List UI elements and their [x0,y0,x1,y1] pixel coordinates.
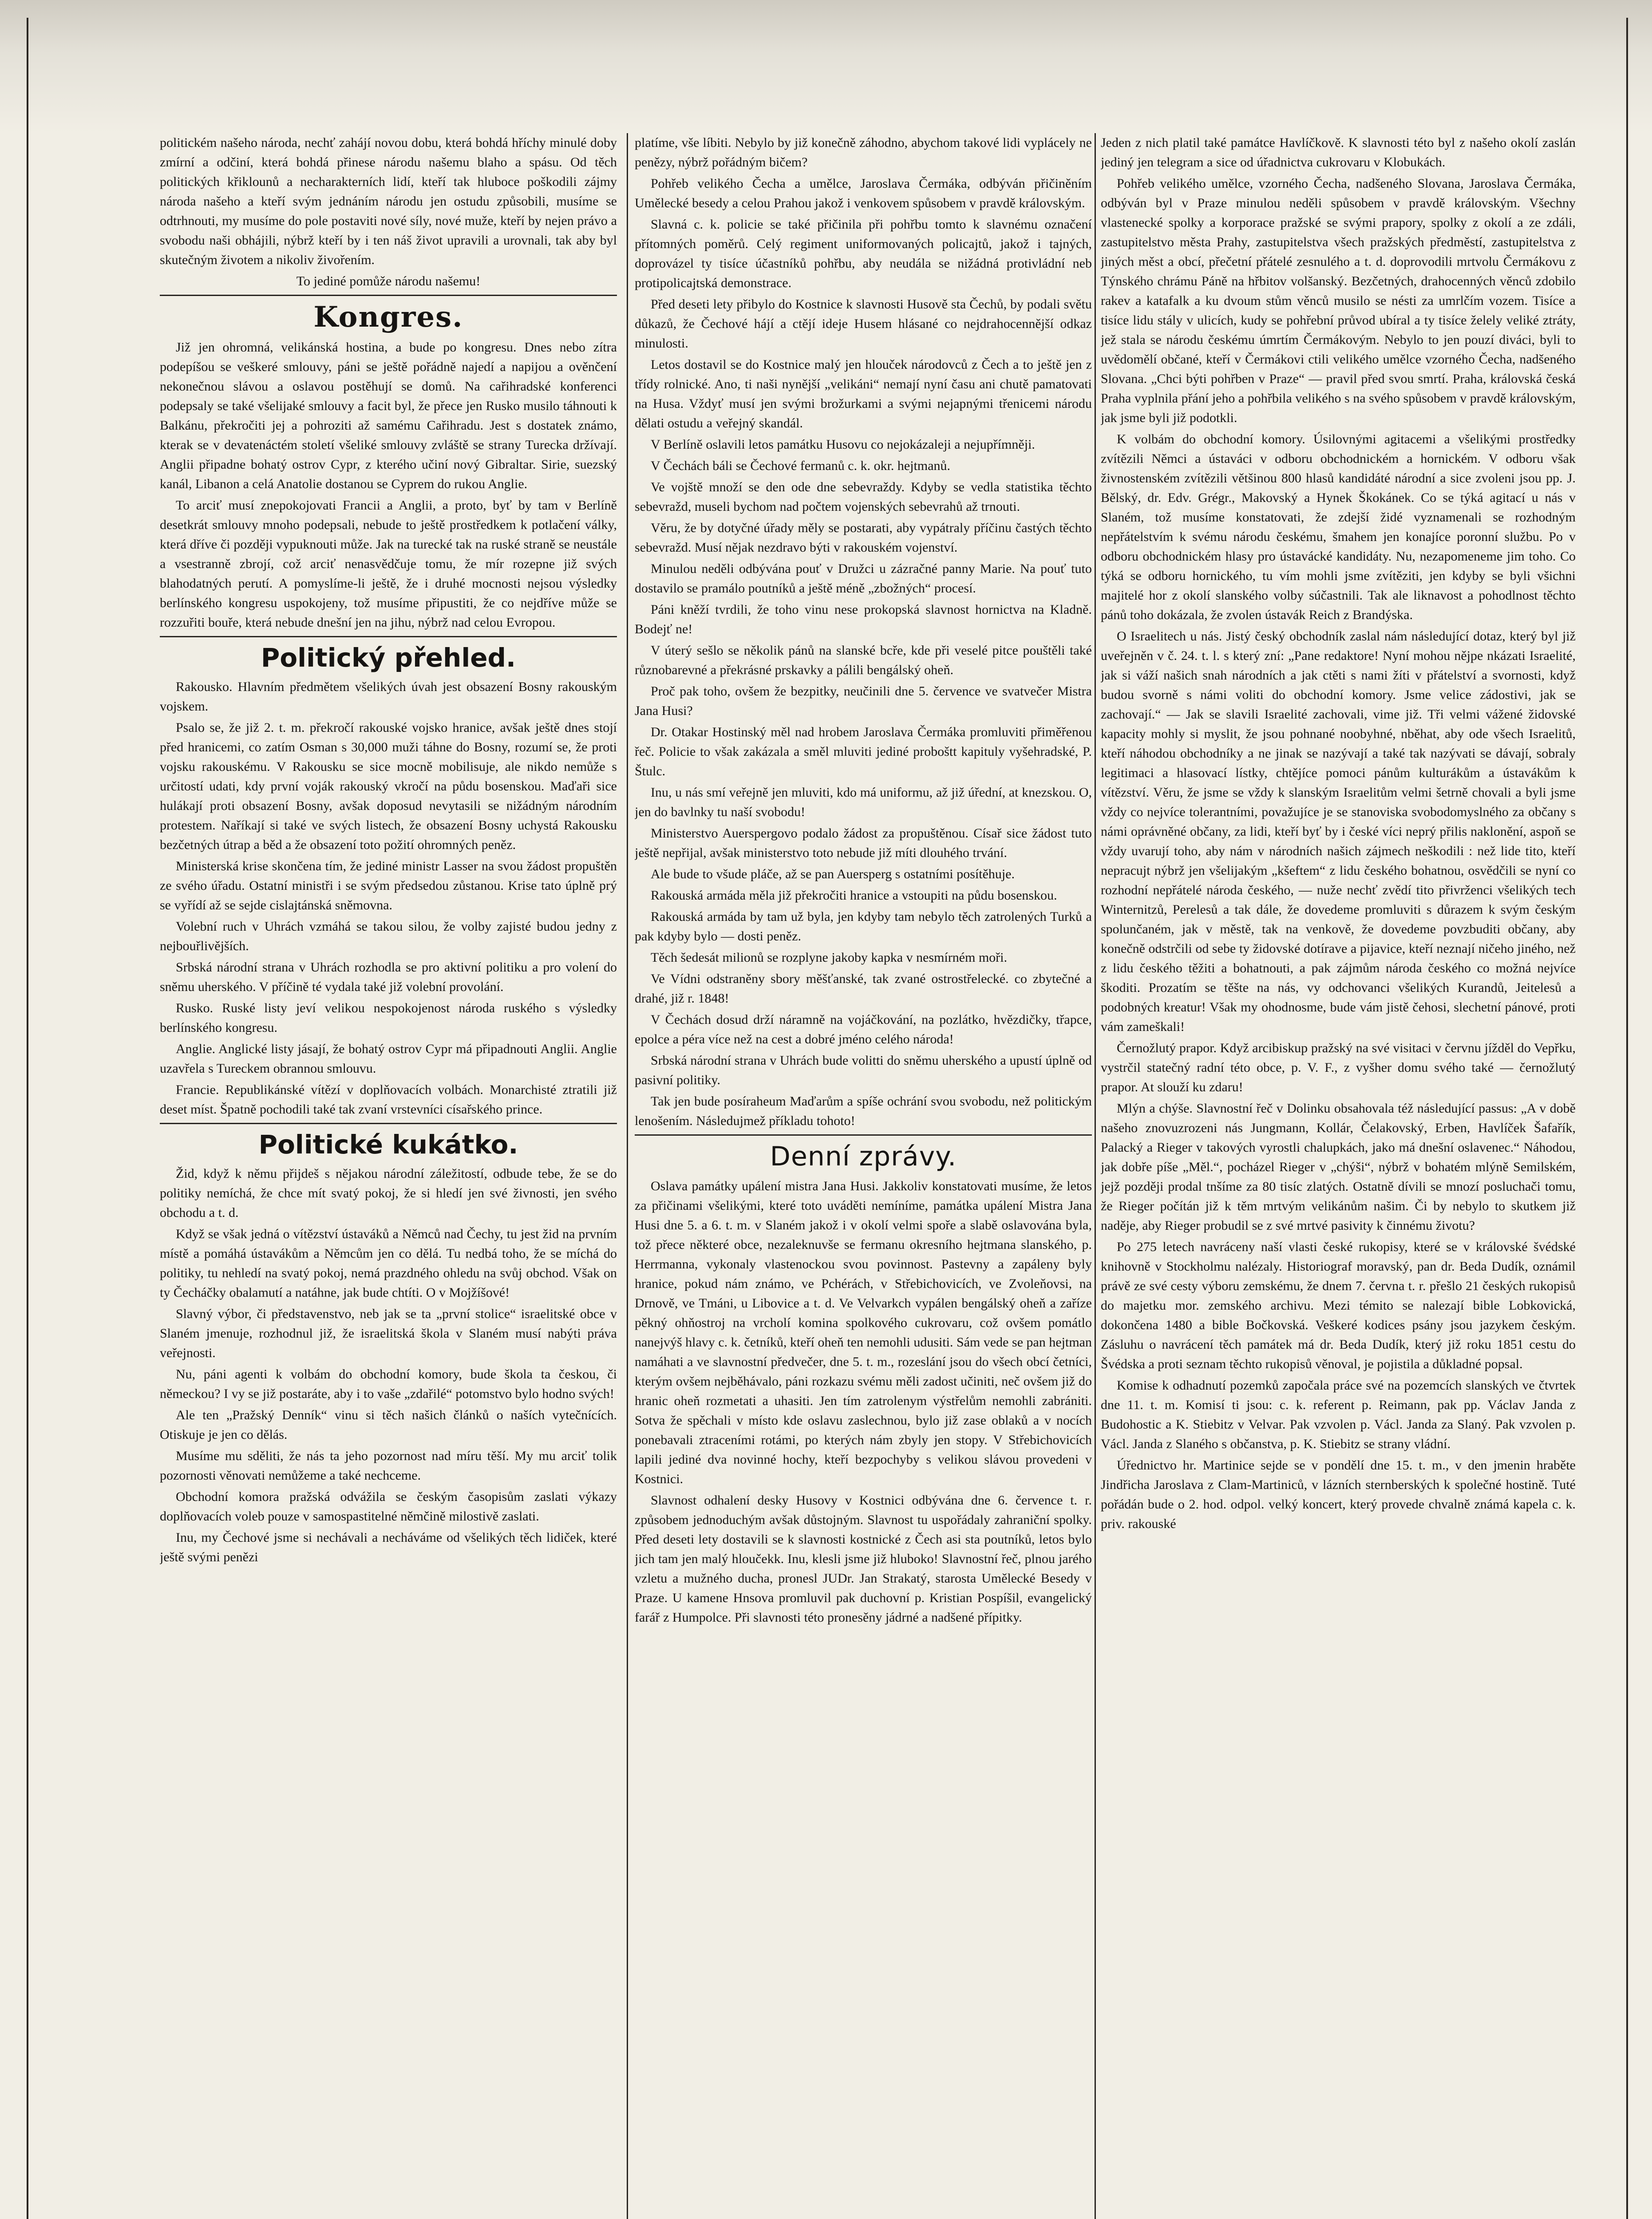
article-paragraph: V úterý sešlo se několik pánů na slanské bcře, kde při veselé pitce pouštěli také různobarevné a překrásné prskavky a pálili bengálský oheň. [635,643,1092,677]
article-paragraph: K volbám do obchodní komory. Úsilovnými agitacemi a všelikými prostředky zvítězili Němci a ústaváci v odboru obchodnickém a hornickém. V odboru však živnostenském zvítězili většinou 800 hlasů kandidáté národní a sice zvoleni jsou pp. J. Bělský, dr. Edv. Grégr., Makovský a Hynek Škokánek. Co se týká agitací u nás v Slaném, tož musíme konstatovati, že zdejší židé vyznamenali se rozhodným nepřátelstvím k svému národu českému, šmahem jen konajíce poronní službu. Po v odboru obchodnickém hlasy pro ústavácké kandidáty. Nu, nezapomeneme jim toho. Co týká se odboru hornického, tu vím mohli jsme zvítěziti, jen kdyby se byli všichni majitelé hor z okolí slanského volby súčastnili. Tak ale liknavost a pohodlnost těchto pánů toho dokázala, že zvolen ústavák Reich z Brandýska. [1101,432,1576,622]
article-paragraph: Mlýn a chýše. Slavnostní řeč v Dolinku obsahovala též následující passus: „A v době našeho znovuzrozeni nás Jungmann, Kollár, Čelakovský, Erben, Havlíček Šafařík, Palacký a Rieger v takových vyrostli chalupkách, jako má dnešní oslavenec.“ Náhodou, jak dobře píše „Měl.“, pocházel Rieger v „chýši“, nýbrž v bohatém mlýně Semilském, jejž později prodal tnšíme za 80 tisíc zlatých. Ostatně dívili se mnozí posluchači tomu, že Rieger počítán již k těm mrtvým velikánům našim. Či by nebylo to skutkem již naděje, aby Rieger probudil se z své mrtvé pasivity k činnému životu? [1101,1101,1576,1233]
article-paragraph: V Čechách báli se Čechové fermanů c. k. okr. hejtmanů. [651,458,951,473]
article-paragraph: Minulou neděli odbývána pouť v Družci u zázračné panny Marie. Na pouť tuto dostavilo se pramálo poutníků a ještě méně „zbožných“ procesí. [635,561,1092,596]
article-paragraph: Ale bude to všude pláče, až se pan Auersperg s ostatními posítěhuje. [651,867,1015,881]
article-paragraph: Rakouská armáda by tam už byla, jen kdyby tam nebylo těch zatrolených Turků a pak kdyby bylo — dosti peněz. [635,909,1092,944]
article-paragraph: Nu, páni agenti k volbám do obchodní komory, bude škola ta českou, či německou? I vy se již postaráte, aby i to vaše „zdařilé“ potomstvo bylo hodno svých! [160,1367,617,1401]
article-paragraph: Ministerstvo Auerspergovo podalo žádost za propuštěnou. Císař sice žádost tuto ještě nepřijal, avšak ministerstvo toto nebude již míti dlouhého trvání. [635,826,1092,860]
article-paragraph: Žid, když k němu přijdeš s nějakou národní záležitostí, odbude tebe, že se do politiky nemíchá, že chce mít svatý pokoj, že si hledí jen své živnosti, jen svého obchodu a t. d. [160,1166,617,1220]
divider [160,636,617,637]
column-rule [1095,133,1096,2219]
article-paragraph: Anglie. Anglické listy jásají, že bohatý ostrov Cypr má připadnouti Anglii. Anglie uzavřela s Tureckem obrannou smlouvu. [160,1042,617,1076]
article-paragraph: Volební ruch v Uhrách vzmáhá se takou silou, že volby zajisté budou jedny z nejbouřlivějších. [160,919,617,953]
column-middle [635,133,1092,2219]
article-paragraph: To arciť musí znepokojovati Francii a Anglii, a proto, byť by tam v Berlíně desetkrát smlouvy mnoho podepsali, nebude to ještě prostředkem k potlačení války, která dříve či později vypuknouti může. Jak na turecké tak na ruské straně se neustále a vsestranně zbrojí, což arciť nenasvědčuje tomu, že mír rozepne již svých blahodatných perutí. A pomyslíme-li ještě, že i druhé mocnosti nejsou výsledky berlínského kongresu uspokojeny, tož musíme připustiti, že co nejdříve může se rozzuřiti bouře, která nebude dnešní jen na jihu, nýbrž nad celou Evropou. [160,498,617,630]
article-paragraph: Slavný výbor, či představenstvo, neb jak se ta „první stolice“ israelitské obce v Slaném jmenuje, rozhodnul již, že israelitská škola v Slaném musí nabýti práva veřejnosti. [160,1307,617,1360]
article-paragraph: Černožlutý prapor. Když arcibiskup pražský na své visitaci v červnu jížděl do Vepřku, vystrčil statečný radní této obce, p. V. F., z vyšher domu svého také — černožlutý prapor. At slouží ku zdaru! [1101,1041,1576,1094]
article-paragraph: Slavná c. k. policie se také přičinila při pohřbu tomto k slavnému označení přítomných poměrů. Celý regiment uniformovaných policajtů, jakož i tajných, doprovázel ty tisíce účastníků pohřbu, aby neudála se nižádná protivládní neb protipolicajtská demonstrace. [635,217,1092,290]
article-paragraph: Rakouská armáda měla již překročiti hranice a vstoupiti na půdu bosenskou. [651,888,1057,903]
section-heading-kukatko: Politické kukátko. [258,1129,518,1160]
article-paragraph: Jeden z nich platil také památce Havlíčkově. K slavnosti této byl z našeho okolí zaslán jediný jen telegram a sice od úřadnictva cukrovaru v Klobukách. [1101,135,1576,170]
column-rule [627,133,628,2219]
article-paragraph: V Berlíně oslavili letos památku Husovu co nejokázaleji a nejupřímněji. [651,437,1035,452]
article-paragraph: Obchodní komora pražská odvážila se českým časopisům zaslati výkazy doplňovacích voleb pouze v samospastitelné němčině milostivě zaslati. [160,1489,617,1524]
article-paragraph: politickém našeho národa, nechť zahájí novou dobu, která bohdá hříchy minulé doby zmírní a odčiní, která bohdá přinese národu našemu blaho a spásu. Od těch politických křiklounů a necharakterních lidí, kteří tak hluboce poškodili zájmy národa našeho a kteří svým jednáním národu jen ostudu způsobili, musíme se odtrhnouti, my musíme do pole postaviti nové síly, nové muže, kteří by nejen právo a svobodu naši obhájili, nýbrž kteří by i ten náš život upravili a urovnali, tak aby byl skutečným životem a nikoliv živořením. [160,135,617,267]
divider [160,1123,617,1124]
article-paragraph: Již jen ohromná, velikánská hostina, a bude po kongresu. Dnes nebo zítra podepíšou se veškeré smlouvy, páni se ještě pořádně najedí a napijou a ověnčení nekonečnou slávou a oslavou postěhují se domů. Na cařihradské konferenci podepsaly se také všeliјaké smlouvy a facit byl, že přece jen Rusko musilo táhnouti k Balkánu, překročiti jej a pohroziti až samému Cařihradu. Jest s dostatek známo, kterak se v devatenáctém století všeliké smlouvy zvláště se strany Turecka držívají. Anglii připadne bohatý ostrov Cypr, z kterého učiní nový Gibraltar. Sirie, suezský kanál, Libanon a celá Anatolie dostanou se Cyprem do rukou Anglie. [160,340,617,491]
article-paragraph: Oslava památky upálení mistra Jana Husi. Jakkoliv konstatovati musíme, že letos za přičinami všelikými, které toto uváděti nemíníme, památka upálení Mistra Jana Husi dne 5. a 6. t. m. v Slaném jakož i v okolí velmi spoře a slabě oslavována byla, tož přece některé obce, nezaleknuvše se fermanu okresního hejtmana slanského, p. Herrmanna, vykonaly vlastenockou svou povinnost. Pastevny a zapáleny byly hranice, pokud nám známo, ve Pchérách, v Střebichovicích, ve Zvoleňovsi, na Drnově, ve Tmáni, u Libovice a t. d. Ve Velvarkch vypálen bengálský oheň a zaříze pěkný ohňostroj na vrcholí komina spolkového cukrovaru, což ovšem pomátlo nanejvýš hlavy c. k. četníků, kteří oheň ten nemohli udusiti. Sám vede se pan hejtman namáhati a ve slavnostní předvečer, dne 5. t. m., rozeslání jsou do všech obcí četníci, kterým ovšem nejběhávalo, páni rozkazu svému měli zadost učiniti, neč ovšem již do hranic oheň rozmetati a uhasiti. Jen tím zatrolenym výstřelům nemohli zabrániti. Sotva že spěchali v místo kde oslavu zaslechnou, bylo již zase oblaků a v nocích ponebavali ztraceními rotámi, po kterých nám zbyly jen stopy. V Střebichovicích lapili jediné dva novinné hochy, kteří bezpochyby s velikou slávou provedeni v Kostnici. [635,1179,1092,1486]
article-paragraph: Úřednictvo hr. Martinice sejde se v pondělí dne 15. t. m., v den jmenin hraběte Jindřicha Jaroslava z Clam-Martiniců, v lázních sternberských k společné hostině. Tuté pořádán bude o 2. hod. odpol. velký koncert, který provede chvalně známá kapela c. k. priv. rakouské [1101,1458,1576,1531]
section-heading-kongres: Kongres. [313,300,463,334]
article-paragraph: Když se však jedná o vítězství ústaváků a Němců nad Čechy, tu jest žid na prvním místě a pomáhá ústavákům a Němcům jen co dělá. Tu nedbá toho, že se míchá do politiky, tu nehledí na svatý pokoj, nemá prazdného ohledu na svůj obchod. Však on ty Čecháčky obalamutí a natáhne, jak bude chtíti. O v Mojžíšové! [160,1227,617,1300]
article-paragraph: platíme, vše líbiti. Nebylo by již konečně záhodno, abychom takové lidi vyplácely ne penězy, nýbrž pořádným bičem? [635,135,1092,170]
divider [635,1134,1092,1136]
article-paragraph: Proč pak toho, ovšem že bezpitky, neučinili dne 5. července ve svatvečer Mistra Jana Husi? [635,684,1092,718]
column-right [1101,133,1576,2219]
article-paragraph: Těch šedesát milionů se rozplyne jakoby kapka v nesmírném moři. [651,950,1008,965]
article-paragraph: Psalo se, že již 2. t. m. překročí rakouské vojsko hranice, avšak ještě dnes stojí před hranicemi, co zatím Osman s 30,000 muži táhne do Bosny, rozumí se, že proti vojsku rakouskému. V Rakousku se sice mocně mobilisuje, ale nikdo nemůže s určitostí udati, kdy první voják rakouský vkročí na půdu bosenskou. Maďaři sice hulákají proti obsazení Bosny, avšak doposud nevytasili se nižádným národním protestem. Naříkají si také ve svých listech, že obsazení Bosny uchystá Rakousku bezčetných útrap a běd a že obsazení toto požití ohromných peněz. [160,720,617,852]
article-paragraph: O Israelitech u nás. Jistý český obchodník zaslal nám následující dotaz, který byl již uveřejněn v č. 24. t. l. s který zní: „Pane redaktore! Nyní mohou nějpe nkázati Israelité, jak si váží našich snah národních a jak ctěti s nami žíti v přátelství a svornosti, když budou svorně s námi voliti do obchodní komory. Jsme velice zádostivi, jak se zachovají.“ — Jak se slavili Israelité zachovali, vime již. Tři velmi vážené židovské kapacity mohly si myslit, že jsou pohnané noobyhné, nběhat, aby ode všech Israelitů, kteří náhodou obchodníky a ne jinak se nazývají a také tak nazývati se dávají, sobraly legitimaci a hlasovací lístky, chtějíce pomoci pánům kulturákům a ústavákům k vítězství. Věru, že jsme se vždy k slanským Israelitům velmi šetrně chovali a byli jsme vždy co nejvíce tolerantními, považujíce je se stanoviska svobodomyslného za občany s námi oprávněné občany, za lidi, kteří byť by i české víci neprý přilis naklonění, aspoň se vždy uvarují toho, aby nám v národních našich zájmech neškodili : než lide tito, kteří nepracujt nýbrž jen všelijakým „kšeftem“ z lidu českého bohatnou, osvědčili se nyní co rozhodní nepřátelé národa českého, — nuže nechť zvědí tito přivrženci všelikých tech Winternitzů, Perelesů a tak dále, že dovedeme promluviti s důrazem k svým českým spolunčaném, jak v městě, tak na venkově, že dovedeme povzbuditi občany, aby konečně odstrčili od sebe ty židovské dotírave a pijavice, kteří neznají ničeho jiného, než z lidu českého těžiti a bohatnouti, a pak zájmům národa českého co možná nejvíce škoditi. Prozatím se těšte na nás, vy odchovanci všelikých Kurandů, Jeitelesů a podobných kreatur! Však my ohodnosme, bude vám jistě čehosi, slechetní pánové, proti vám zameškali! [1101,629,1576,1034]
closing-line: To jediné pomůže národu našemu! [296,274,481,288]
section-heading-denni-zpravy: Denní zprávy. [770,1141,957,1172]
divider [160,295,617,296]
article-paragraph: Pohřeb velikého Čecha a umělce, Jaroslava Čermáka, odbýván přičiněním Umělecké besedy a celou Prahou jakož i venkovem spůsobem v pravdě královským. [635,176,1092,210]
article-paragraph: Inu, my Čechové jsme si nechávali a necháváme od všelikých těch lidiček, které ještě svými penězi [160,1530,617,1564]
article-paragraph: Francie. Republikánské vítězí v doplňovacích volbách. Monarchisté ztratili již deset míst. Špatně pochodili také tak zvaní vrstevníci císařského prince. [160,1082,617,1117]
article-paragraph: Musíme mu sděliti, že nás ta jeho pozornost nad míru těší. My mu arciť tolik pozornosti věnovati nemůžeme a také nechceme. [160,1449,617,1483]
article-paragraph: Komise k odhadnutí pozemků započala práce své na pozemcích slanských ve čtvrtek dne 11. t. m. Komisí ti jsou: c. k. referent p. Reimann, pak pp. Václav Janda z Budohostic a K. Stiebitz v Velvar. Pak vzvolen p. Václ. Janda za Slaný. Pak vzvolen p. Václ. Janda z Slaného s občanstva, p. K. Stiebitz se strany vládní. [1101,1378,1576,1451]
article-paragraph: Věru, že by dotyčné úřady měly se postarati, aby vypátraly příčinu častých těchto sebevražd. Musí nějak nezdravo býti v rakouském vojenství. [635,521,1092,555]
article-paragraph: V Čechách dosud drží náramně na vojáčkování, na pozlátko, hvězdičky, třapce, epolce a péra více než na cest a dobré jméno celého národa! [635,1012,1092,1046]
section-heading-prehled: Politický přehled. [261,643,516,673]
article-paragraph: Inu, u nás smí veřejně jen mluviti, kdo má uniformu, až již úřední, at knezskou. O, jen do bavlnky tu naší svobodu! [635,785,1092,819]
article-paragraph: Ve Vídni odstraněny sbory měšťanské, tak zvané ostrostřelecké. co zbytečné a drahé, již r. 1848! [635,971,1092,1006]
article-paragraph: Po 275 letech navráceny naší vlasti české rukopisy, které se v královské švédské knihovně v Stockholmu nalézaly. Historiograf moravský, pan dr. Beda Dudík, oznámil právě ze své cesty výboru zemskému, že dnem 7. června t. r. přešlo 21 českých rukopisů do majetku mor. zemského archivu. Mezi témito se nalezají bible Lobkovická, dokončena 1480 a bible Bočkovská. Veškeré kodices psány jsou jazykem českým. Zásluhu o navrácení těch památek má dr. Beda Dudík, který již roku 1851 cestu do Švédska a proti seznam těchto rukopisů věnoval, je pojistila a důkladné popsal. [1101,1240,1576,1371]
article-paragraph: Rakousko. Hlavním předmětem všelikých úvah jest obsazení Bosny rakouským vojskem. [160,679,617,714]
article-paragraph: Před deseti lety přibylo do Kostnice k slavnosti Husově sta Čechů, by podali světu důkazů, že Čechové hájí a ctějí ideje Husem hlásané co nejdrahocennější odkaz minulosti. [635,297,1092,351]
article-paragraph: Páni kněží tvrdili, že toho vinu nese prokopská slavnost hornictva na Kladně. Bodejť ne! [635,602,1092,636]
article-paragraph: Srbská národní strana v Uhrách rozhodla se pro aktivní politiku a pro volení do sněmu uherského. V příčině té vydala také již volební provolání. [160,960,617,994]
article-paragraph: Ministerská krise skončena tím, že jediné ministr Lasser na svou žádost propuštěn ze svého úřadu. Ostatní ministři i se svým předsedou zůstanou. Krise tato úplně prý se vyřídí až se sejde cislajtánská sněmovna. [160,859,617,912]
article-paragraph: Pohřeb velikého umělce, vzorného Čecha, nadšeného Slovana, Jaroslava Čermáka, odbýván byl v Praze minulou neděli spůsobem v pravdě královským. Všechny vlastenecké spolky a korporace pražské se svými prapory, spolky z okolí a ze zdáli, zastupitelstvo města Prahy, zastupitelstva všech pražských předměstí, zastupitelstva z jiných měst a obcí, přečetní přátelé zesnulého a t. d. doprovodili mrtvolu Čermákovu z Týnského chrámu Páně na hřbitov volšanský. Bezčetných, drahocenných věnců zdobilo rakev a katafalk a ku dvoum stům věnců musilo se nésti za umrlčím vozem. Tisíce a tisíce lidu stály v ulicích, kudy se pohřební průvod ubíral a ty tisíce želely veliké ztráty, jež stala se národu českému úmrtím Čermákovým. Nebylo to jen pouzí diváci, byli to uvědomělí občané, kteří v Čermákovi ctili velikého umělce vzorného Čecha, nadšeného Slovana. „Chci býti pohřben v Praze“ — pravil před svou smrtí. Praha, královská česká Praha vyplnila přání jeho a pohřbila velikého s na svého spůsobem v pravdě královským, jak jsme byli již podotkli. [1101,176,1576,425]
column-left [160,133,617,2219]
article-paragraph: Ve vojště množí se den ode dne sebevraždy. Kdyby se vedla statistika těchto sebevražd, museli bychom nad počtem vojenských sebevrahů až trnouti. [635,480,1092,514]
article-paragraph: Tak jen bude posíraheum Maďarům a spíše ochrání svou svobodu, než politickým lenošením. Následujmež příkladu tohoto! [635,1094,1092,1128]
article-paragraph: Ale ten „Pražský Denník“ vinu si těch našich článků o naších vytečnících. Otiskuje je jen co dělás. [160,1408,617,1442]
article-paragraph: Slavnost odhalení desky Husovy v Kostnici odbývána dne 6. července t. r. způsobem jednoduchým avšak důstojným. Slavnost tu uspořádaly zahraniční spolky. Před deseti lety dostavili se k slavnosti kostnické z Čech asi sta poutníků, letos bylo jich tam jen malý hloučekk. Inu, klesli jsme již hluboko! Slavnostní řeč, plnou jarého vzletu a mužného ducha, pronesl JUDr. Jan Strakatý, starosta Umělecké Besedy v Praze. U kamene Hnsova promluvil pak duchovní p. Kristian Pospíšil, evangelický farář z Humpolce. Při slavnosti této pronesěny jádrné a nadšené přípitky. [635,1493,1092,1625]
article-paragraph: Dr. Otakar Hostinský měl nad hrobem Jaroslava Čermáka promluviti přiměřenou řeč. Policie to však zakázala a směl mluviti jediné proboštt kapituly vyšehradské, P. Štulc. [635,725,1092,778]
article-paragraph: Letos dostavil se do Kostnice malý jen hlouček národovců z Čech a to ještě jen z třídy rolnické. Ano, ti naši nynější „velikáni“ nemají nyní času ani chutě pamatovati na Husa. Vždyť musí jen svými brožurkami a svými nejapnými třenicemi národu dělati ostudu a veřejný skandál. [635,357,1092,430]
article-paragraph: Srbská národní strana v Uhrách bude volitti do sněmu uherského a upustí úplně od pasivní politiky. [635,1053,1092,1087]
article-paragraph: Rusko. Ruské listy jeví velikou nespokojenost národa ruského s výsledky berlínského kongresu. [160,1001,617,1035]
